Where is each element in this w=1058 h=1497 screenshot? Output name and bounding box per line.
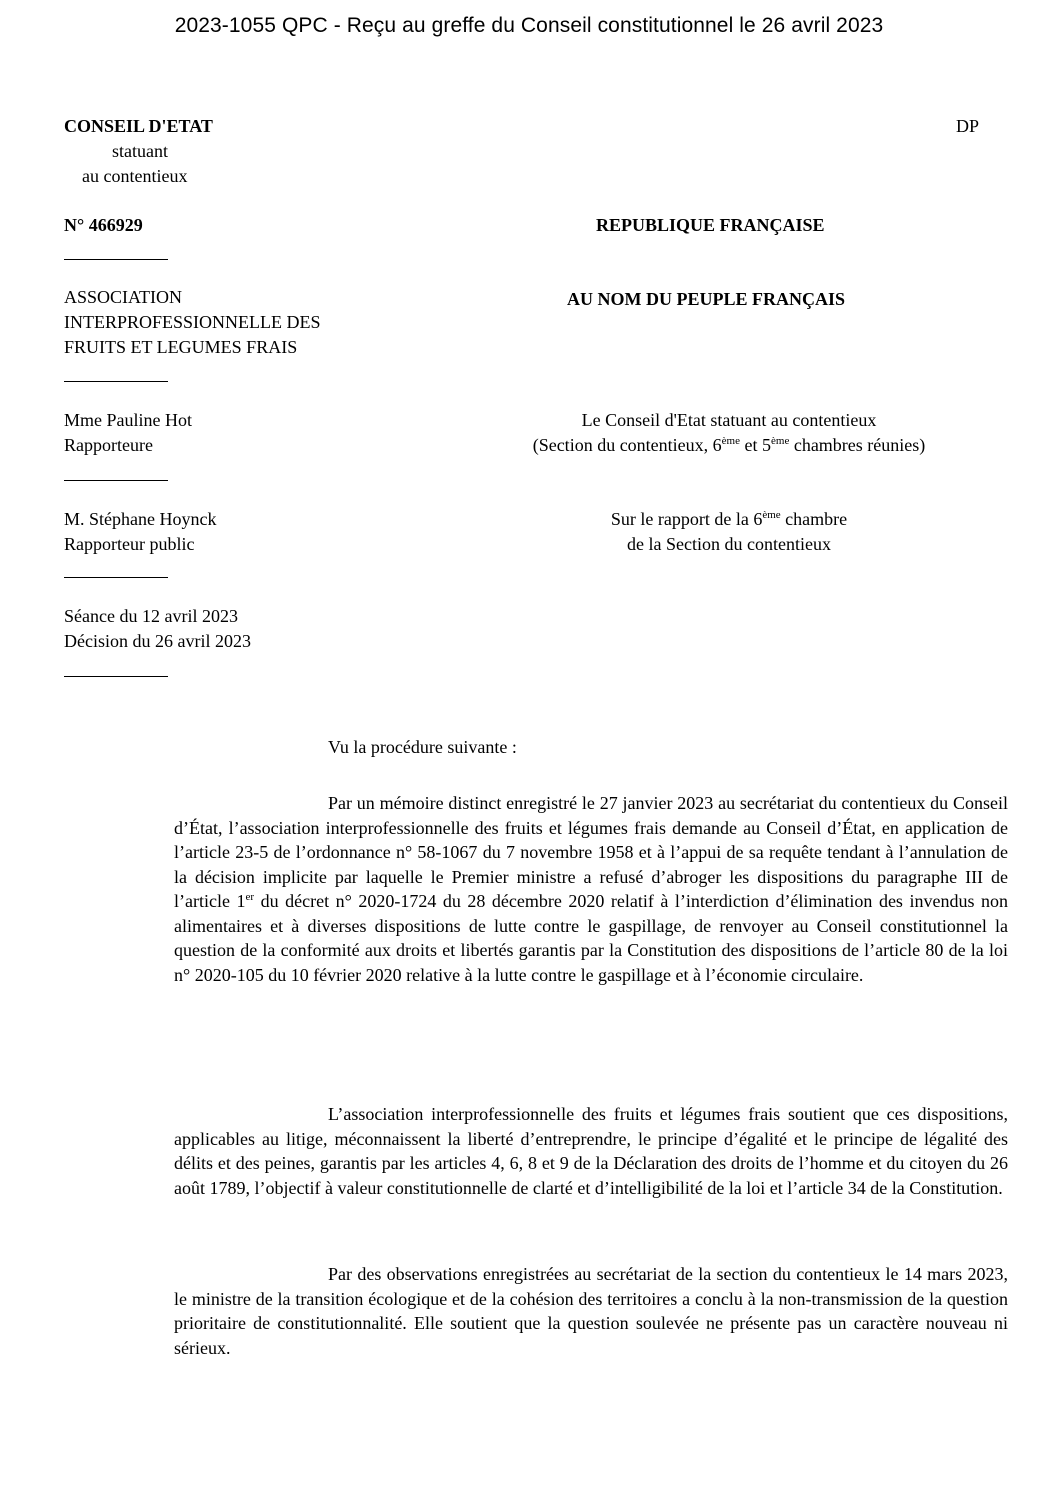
dates-block xyxy=(64,604,251,654)
republic-heading: REPUBLIQUE FRANÇAISE xyxy=(596,215,825,235)
party-line-2: INTERPROFESSIONNELLE DES xyxy=(64,312,321,332)
paragraph-text: Par un mémoire distinct enregistré le 27 janvier 2023 au secrétariat du contentieux du Conseil d’État, l’association interprofessionnelle des fruits et légumes frais demande au Conseil d’État, en application de l’article 23-5 de l’ordonnance n° 58-1067 du 7 novembre 1958 et à l’appui de sa requête tendant à l’annulation de la décision implicite par laquelle le Premier ministre a refusé d’abroger les dispositions du paragraphe III de l’article 1 xyxy=(174,793,1008,911)
rapporteure-role: Rapporteure xyxy=(64,435,153,455)
rapport-line-2: de la Section du contentieux xyxy=(627,534,831,554)
formation-text: et 5 xyxy=(740,435,771,455)
rapporteur-public-role: Rapporteur public xyxy=(64,534,195,554)
divider xyxy=(64,259,168,260)
paragraph-memoire xyxy=(174,791,1008,987)
superscript: ème xyxy=(762,509,781,521)
divider xyxy=(64,480,168,481)
formation-line-1: Le Conseil d'Etat statuant au contentieux xyxy=(581,410,877,430)
rapport-line-1 xyxy=(490,507,968,532)
superscript: ème xyxy=(721,435,740,447)
rapport-block xyxy=(490,507,968,557)
au-nom-heading: AU NOM DU PEUPLE FRANÇAIS xyxy=(567,289,845,309)
rapport-text: chambre xyxy=(780,509,848,529)
divider xyxy=(64,577,168,578)
case-number: N° 466929 xyxy=(64,215,143,235)
party-line-3: FRUITS ET LEGUMES FRAIS xyxy=(64,337,298,357)
party-line-1: ASSOCIATION xyxy=(64,287,183,307)
divider xyxy=(64,381,168,382)
rapport-text: Sur le rapport de la 6 xyxy=(610,509,763,529)
superscript: er xyxy=(245,891,255,903)
paragraph-text: du décret n° 2020-1724 du 28 décembre 2020 relatif à l’interdiction d’élimination des invendus non alimentaires et à diverses dispositions de lutte contre le gaspillage, de renvoyer au Conseil constitutionnel la question de la conformité aux droits et libertés garantis par la Constitution des dispositions de l’article 80 de la loi n° 2020-105 du 10 février 2020 relative à la lutte contre le gaspillage et à l’économie circulaire. xyxy=(174,891,1008,985)
rapporteur-public-block xyxy=(64,507,216,557)
paragraph-text: Par des observations enregistrées au secrétariat de la section du contentieux le 14 mars 2023, le ministre de la transition écologique et de la cohésion des territoires a conclu à la non-transmission de la question prioritaire de constitutionnalité. Elle soutient que la question soulevée ne présente pas un caractère nouveau ni sérieux. xyxy=(174,1264,1008,1358)
decision-date: Décision du 26 avril 2023 xyxy=(64,631,251,651)
vu-heading: Vu la procédure suivante : xyxy=(328,737,517,757)
formation-line-2 xyxy=(490,433,968,458)
registry-stamp: 2023-1055 QPC - Reçu au greffe du Conseil constitutionnel le 26 avril 2023 xyxy=(174,14,884,37)
formation-text: chambres réunies) xyxy=(789,435,926,455)
rapporteure-name: Mme Pauline Hot xyxy=(64,410,192,430)
court-line-statuant: statuant xyxy=(112,141,168,161)
formation-block xyxy=(490,408,968,458)
superscript: ème xyxy=(771,435,790,447)
party-name xyxy=(64,285,321,360)
court-line-contentieux: au contentieux xyxy=(82,166,188,186)
initials: DP xyxy=(956,116,980,136)
paragraph-association xyxy=(174,1102,1008,1200)
paragraph-text: L’association interprofessionnelle des fruits et légumes frais soutient que ces dispositions, applicables au litige, méconnaissent la liberté d’entreprendre, le principe d’égalité et le principe de légalité des délits et des peines, garantis par les articles 4, 6, 8 et 9 de la Déclaration des droits de l’homme et du citoyen du 26 août 1789, l’objectif à valeur constitutionnelle de clarté et d’intelligibilité de la loi et l’article 34 de la Constitution. xyxy=(174,1104,1008,1198)
paragraph-observations xyxy=(174,1262,1008,1360)
court-name: CONSEIL D'ETAT xyxy=(64,116,213,136)
rapporteur-public-name: M. Stéphane Hoynck xyxy=(64,509,217,529)
rapporteure-block xyxy=(64,408,192,458)
divider xyxy=(64,676,168,677)
formation-text: (Section du contentieux, 6 xyxy=(532,435,722,455)
seance-date: Séance du 12 avril 2023 xyxy=(64,606,238,626)
